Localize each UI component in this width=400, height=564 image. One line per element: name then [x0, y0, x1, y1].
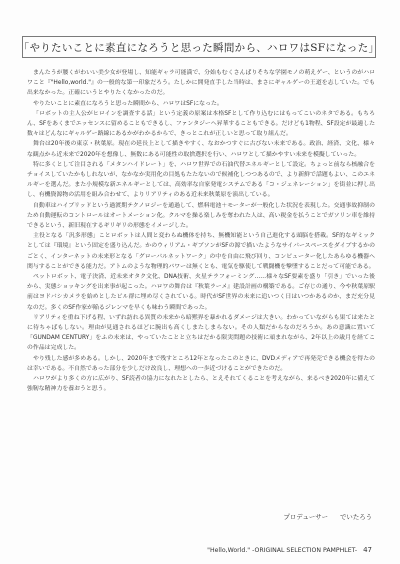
- page-number: 47: [363, 546, 372, 554]
- paragraph: やり残した感が多めある。しかし、2020年まで残すところ12年となったこのときに、DVDメディアで再発売できる機会を得たのは幸いである。不自然であった部分を少しだけ改良し、理想への一歩近づけることができたのだ。: [27, 355, 375, 372]
- paragraph: 特に多くとして注目される「メタンハイドレート」を、ハロワ世界での石油代替エネルギーとして設定。ちょっと前なら核融合をチョイスしていたかもしれないが、なかなか実用化の目処もたたないので候補化しつつあるので、より新鮮で話題もよい、このエネルギーを選んだ。また小規模な新エネルギーとしては、高効率な自家発電システムである「コ・ジェネレーション」を街並に押し出し、有機資源物の活用を組み合わせて、よりリアリティのある近未来秋葉原を演出している。: [27, 161, 375, 199]
- signature-role: プロデューサー: [283, 513, 329, 521]
- paragraph: ハロワがより多くの方に広がり、SF読者の協力になれたとしたら、とえそれてくることを考えながら、来るべき2020年に備えて強靭な精神力を養おうと思う。: [27, 376, 375, 393]
- paragraph: リアリティを重ね下げる程、いずれ訪れる異質の未来から暗黙界を暴かれるダメージは大きい。わかっていながらも果ては来たとに待ちゃばもしない。理由が見通されるほどに腕出も高くしまたしまらない。その人類だからなのだろうか。あの意識に置いて「GUNDAM CENTURY」をふの未来は、やっていたことと立ちはだかる限実問題の技術に頑まれながら、2年以上の歳月を経てこの作品は完成した。: [27, 314, 375, 352]
- footer-text: "Hello,World." -ORIGINAL SELECTION PAMPHLET-: [207, 547, 358, 554]
- paragraph: 主役となる「汎多形態」ことロボットは人間と変わらぬ機体を持ち、無機知能という自己進化する頭脳を搭載。SF的なギミックとしては『環境』という固定を盛り込んだ。かのウィリアム・ギブソンがSFの源で描いたようなサイバースペースをダイブするかのごとく、インターネットの未来形となる「グローバルネットワーク」の中を自由に飛び回り、コンピューター化したあらゆる機器へ関与することができる能力だ。アトムのような物理的パワーは無くとも、電気を駆使して戦闘機を撃墜することだって可能である。: [27, 233, 375, 270]
- paragraph: やりたいことに素直になろうと思った瞬間から、ハロワはSFになった。: [33, 100, 223, 107]
- paragraph: 自動車はハイブリッドという過渡期テクノロジーを通過して、燃料電池＋モーターが一般化した状況を表現した。交通事故抑制のため自動運転のコントロールはオートメーション化。クルマを操る楽しみを奪われた人は、高い税金を払うことでガソリン車を維持できるという、新旧現在するギリギリの形態をイメージした。: [27, 202, 375, 230]
- paragraph: まんたうが腰くがわいい美少女が登場し、知能ギャラ可能満で、分始もむくさんぱりそちな学園モノの萌えゲー、というのがハロワこと『"Hello,world."』の一般的な第一印象だろう。たしかに開発直手した当時は、まさにギャルゲーの王道を志していた。でも出来なかった。正確にいうとやりたくなかったのだ。: [27, 70, 375, 97]
- article-body: [27, 68, 375, 395]
- paragraph: ペットロボット、電子決済、近未来オタク文化、DNA技術、火星テラフォーミング……様々なSF要素を盛り「引き」でいった後から、実態ショッキングを出来事が起こった。ハロワの舞台は『秋葉ラーメ』建設計画の構築である。ご存じの通り、今や秋葉原駅前はヨドバシカメラを始めとしたビル群に埋め尽くされている。時代がSF世界の未来に追いつく日はいつかあるのか、まだ充分見なのだ。多くのSF作家が陥るジレンマを早くも味わう瞬間であった。: [27, 274, 375, 311]
- paragraph: 「ロボットの主人公がヒロインを調査する話」という定義の原案は本格SFとして作り込むにはもってこいのネタである。もちろん、SFをあくまでエッセンスに留めることもできるし、ファンタジーへ昇華することもできる。だけども1物程、SF設定が最適した数々はどんなにギャルゲー路線にあるかがわかるからで、きっとこれが正しいと思って取り組んだ。: [27, 110, 375, 138]
- signature-name: でいたろう: [340, 513, 372, 521]
- page-footer: [207, 546, 372, 554]
- paragraph: 舞台は20年後の東京・秋葉原。現在の延長上として描きやすく、なおかつすぐに古びない未来である。政治、経済、文化、様々な観点から近未来で2020年を想像し、無数にある可能性の取捨選択を行い、ハロワとして描かやすい未来を模擬していった。: [27, 141, 375, 158]
- signature: [284, 512, 373, 521]
- title-box: [18, 36, 380, 58]
- page-title: 「やりたいことに素直になろうと思った瞬間から、ハロワはSFになった」: [18, 41, 380, 54]
